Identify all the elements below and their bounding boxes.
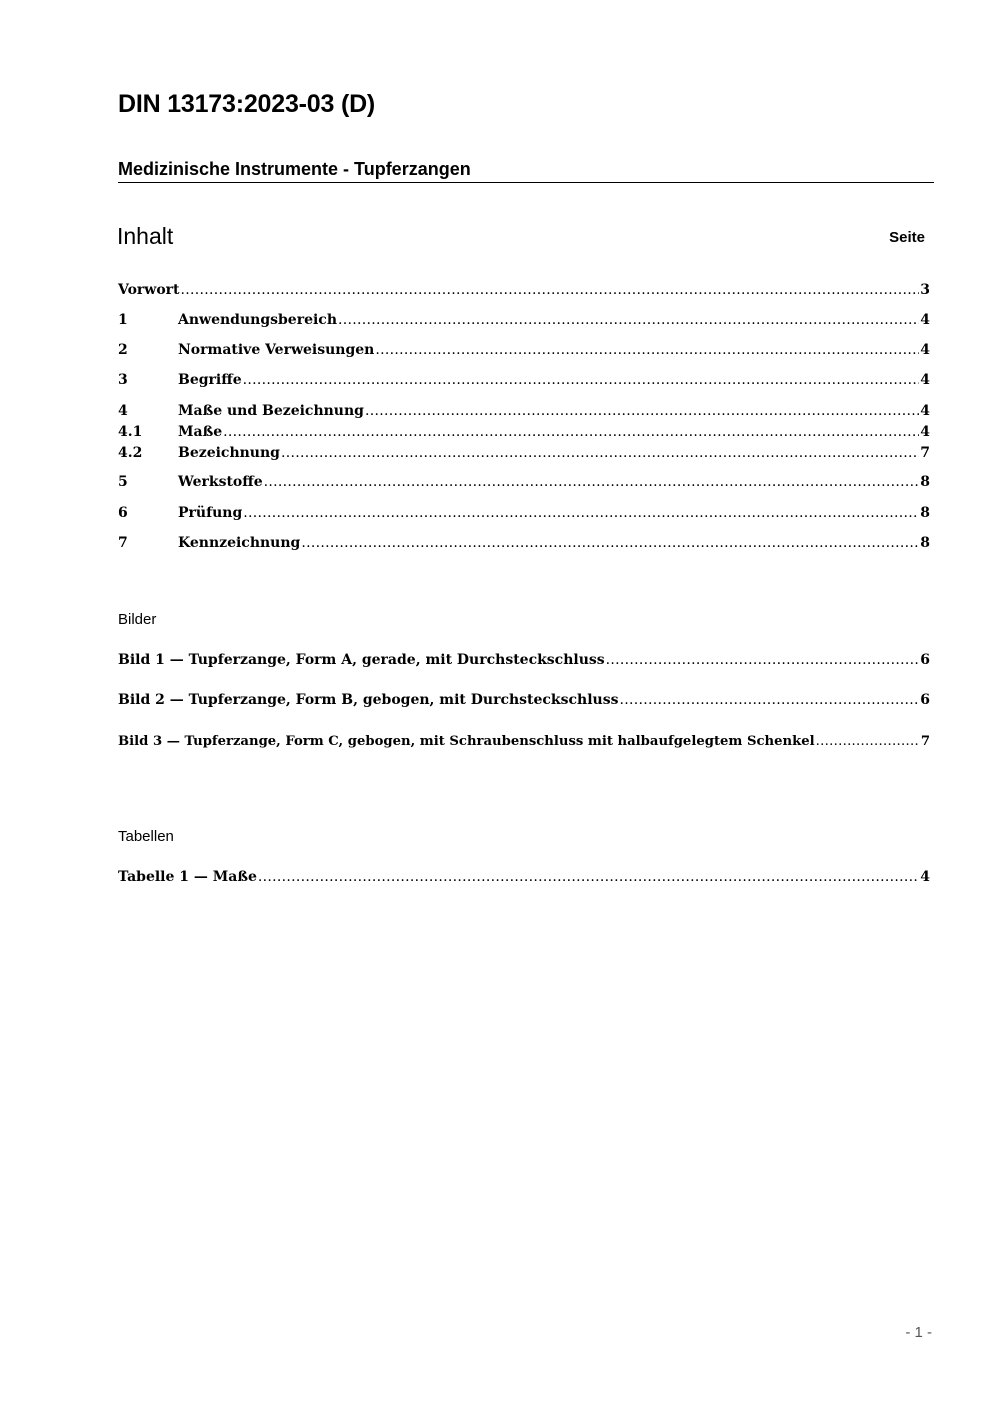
toc-entry-page: 8 xyxy=(920,505,930,521)
figure-entry-page: 6 xyxy=(920,692,930,708)
toc-dot-leader xyxy=(223,422,919,442)
toc-dot-leader xyxy=(258,867,919,887)
toc-entry-title: Begriffe xyxy=(178,372,242,388)
toc-heading: Inhalt xyxy=(117,223,174,249)
toc-entry[interactable] xyxy=(118,533,930,553)
toc-entry-title: Normative Verweisungen xyxy=(178,342,375,358)
table-entry-page: 4 xyxy=(920,869,930,885)
toc-entry[interactable] xyxy=(118,401,930,421)
toc-entry-number: 6 xyxy=(118,505,128,521)
toc-entry-page: 4 xyxy=(920,342,930,358)
toc-dot-leader xyxy=(365,401,919,421)
figure-entry[interactable] xyxy=(118,732,930,752)
toc-entry-number: 7 xyxy=(118,535,128,551)
toc-entry-number: 2 xyxy=(118,342,128,358)
figure-entry-title: Bild 1 — Tupferzange, Form A, gerade, mit Durchsteckschluss xyxy=(118,652,605,668)
page-number: - 1 - xyxy=(905,1324,932,1341)
toc-dot-leader xyxy=(606,650,920,670)
toc-entry-page: 8 xyxy=(920,474,930,490)
toc-entry-title: Anwendungsbereich xyxy=(178,312,337,328)
toc-entry[interactable] xyxy=(118,340,930,360)
toc-entry-number: 4.2 xyxy=(118,445,143,461)
toc-entry[interactable] xyxy=(118,443,930,463)
toc-entry-page: 3 xyxy=(920,282,930,298)
toc-entry-number: 1 xyxy=(118,312,128,328)
toc-page-column-label: Seite xyxy=(889,229,925,246)
toc-entry-title: Kennzeichnung xyxy=(178,535,301,551)
figure-entry[interactable] xyxy=(118,690,930,710)
toc-dot-leader xyxy=(181,280,920,300)
toc-entry-page: 4 xyxy=(920,372,930,388)
toc-entry[interactable] xyxy=(118,472,930,492)
toc-entry[interactable] xyxy=(118,422,930,442)
toc-entry-title: Vorwort xyxy=(118,282,180,298)
toc-entry-number: 4.1 xyxy=(118,424,143,440)
toc-dot-leader xyxy=(816,732,920,752)
table-entry-title: Tabelle 1 — Maße xyxy=(118,869,257,885)
toc-entry-page: 4 xyxy=(920,403,930,419)
toc-entry-page: 8 xyxy=(920,535,930,551)
toc-dot-leader xyxy=(243,503,919,523)
document-subtitle: Medizinische Instrumente - Tupferzangen xyxy=(118,159,934,183)
toc-entry-number: 3 xyxy=(118,372,128,388)
toc-entry[interactable] xyxy=(118,310,930,330)
toc-entry[interactable] xyxy=(118,370,930,390)
toc-entry-page: 4 xyxy=(920,424,930,440)
figure-entry-page: 6 xyxy=(920,652,930,668)
toc-entry-number: 4 xyxy=(118,403,128,419)
toc-entry-page: 7 xyxy=(920,445,930,461)
toc-dot-leader xyxy=(243,370,920,390)
figure-entry-title: Bild 3 — Tupferzange, Form C, gebogen, mit Schraubenschluss mit halbaufgelegtem Schenkel xyxy=(118,734,815,749)
figures-heading: Bilder xyxy=(118,611,157,628)
figure-entry-title: Bild 2 — Tupferzange, Form B, gebogen, mit Durchsteckschluss xyxy=(118,692,619,708)
toc-dot-leader xyxy=(375,340,919,360)
toc-entry[interactable] xyxy=(118,503,930,523)
toc-entry-title: Maße xyxy=(178,424,223,440)
toc-entry-title: Werkstoffe xyxy=(178,474,263,490)
toc-entry-title: Prüfung xyxy=(178,505,243,521)
figure-entry[interactable] xyxy=(118,650,930,670)
toc-entry[interactable] xyxy=(118,280,930,300)
figure-entry-page: 7 xyxy=(920,734,930,749)
toc-dot-leader xyxy=(301,533,919,553)
tables-heading: Tabellen xyxy=(118,828,174,845)
toc-dot-leader xyxy=(619,690,919,710)
toc-dot-leader xyxy=(338,310,919,330)
toc-entry-page: 4 xyxy=(920,312,930,328)
toc-dot-leader xyxy=(281,443,919,463)
table-entry[interactable] xyxy=(118,867,930,887)
toc-entry-number: 5 xyxy=(118,474,128,490)
toc-dot-leader xyxy=(264,472,920,492)
document-title: DIN 13173:2023-03 (D) xyxy=(118,90,376,118)
toc-entry-title: Maße und Bezeichnung xyxy=(178,403,364,419)
toc-entry-title: Bezeichnung xyxy=(178,445,280,461)
